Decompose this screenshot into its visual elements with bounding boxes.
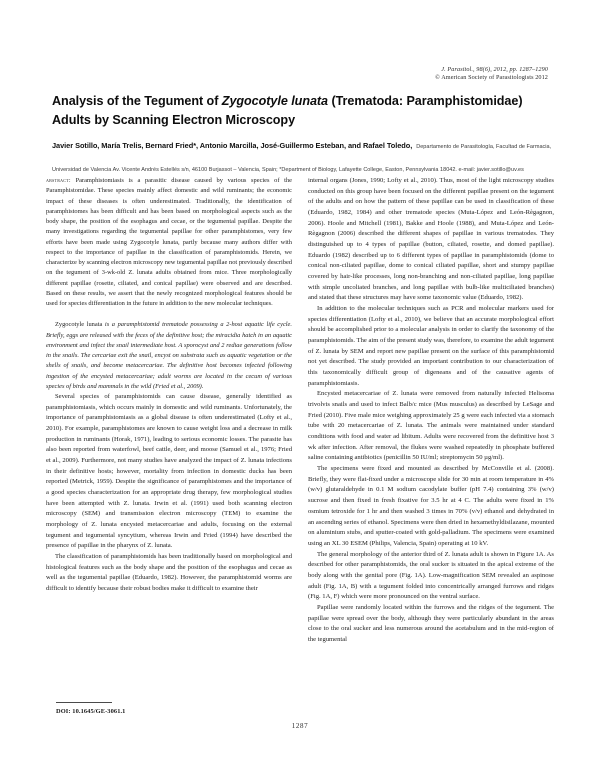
title-species-name: Zygocotyle lunata xyxy=(221,94,329,108)
page-title xyxy=(52,92,552,129)
article-body-columns xyxy=(46,176,554,716)
title-part-2: (Trematoda: Paramphistomidae) Adults by Scanning Electron Microscopy xyxy=(52,94,523,127)
intro-species-name: Zygocotyle lunata xyxy=(55,321,103,329)
authors-block xyxy=(52,133,552,178)
journal-citation: J. Parasitol., 98(6), 2012, pp. 1287–1290 xyxy=(441,66,548,73)
abstract-label: abstract: xyxy=(46,177,71,184)
body-paragraph: The general morphology of the anterior third of Z. lunata adult is shown in Figure 1A. As described for other paramphistomids, the oral sucker is situated in the apical extreme of the body along with the genital pore (Fig. 1A). Low-magnification SEM revealed an aspinose adult (Fig. 1A, B) with a tegument folded into concentrically arranged furrows and ridges (Fig. 1A, F) which were more pronounced on the ventral surface. xyxy=(308,550,554,601)
body-paragraph xyxy=(46,320,292,392)
body-paragraph: In addition to the molecular techniques such as PCR and molecular markers used for species differentiation (Lofty et al., 2010), we believe that an accurate morphological effort should be accomplished prior to a molecular analysis in order to clarify the taxonomy of the paramphistomids. The aim of the present study was, therefore, to examine the adult tegument of Z. lunata by SEM and report new papillae present on the surface of this paramphistomid not yet described. The study provided an important contribution to our characterization of this taxonomically difficult group of digeneans and of the causative agents of paramphistomiasis. xyxy=(308,305,554,387)
right-column xyxy=(308,176,554,716)
abstract-text: Paramphistomiasis is a parasitic disease caused by various species of the Paramphistomidae. These species mainly affect domestic and wild ruminants; the economic impact of these diseases is often underestimated. Traditionally, the identification of paramphistomes has been difficult and has been based on morphological aspects such as the body shape, the position of the esophagus and cecae, or the tegumental papillae. Despite the many investigations regarding the tegumental papillae for other paramphistomes, very few efforts have been made using Zygocotyle lunata, partly because many authors differ with respect to the importance of papillae in the classification of paramphistomids. Herein, we characterize by scanning electron microscopy new tegumental papillae not previously described on the tegument of 3-wk-old Z. lunata adults obtained from mice. Three morphologically different papillae (rosette, ciliated, and conical papillae) were observed and are described. Based on these results, we assert that the newly recognized morphological features should be used for species differentiation in the future in addition to the new molecular techniques. xyxy=(46,177,292,307)
intro-paragraph-text: is a paramphistomid trematode possessing a 2-host aquatic life cycle. Briefly, eggs are released with the feces of the definitive host; the miracidia hatch in an aquatic environment and infect the snail intermediate host. A sporocyst and 2 rediae generations follow in the snails. The cercariae exit the snail, encyst on substrata such as aquatic vegetation or the shells of snails, and become metacercariae. The definitive host becomes infected following ingestion of the encysted metacercariae; adult worms are located in the cecum of various species of birds and mammals in the wild (Fried et al., 2009). xyxy=(46,321,292,390)
body-paragraph: The classification of paramphistomids has been traditionally based on morphological and histological features such as the body shape and the position of the esophagus and cecae as well as the tegumental papillae (Eduardo, 1982). However, the paramphistomid worms are difficult to identify because their robust bodies make it difficult to examine their xyxy=(46,553,292,593)
body-paragraph: Several species of paramphistomids can cause disease, generally identified as paramphistomiasis, which occurs mainly in domestic and wild ruminants. Unfortunately, the importance of paramphistomiasis as a global disease is often underestimated (Lofty et al., 2010). For example, paramphistomes are known to cause weight loss and a decrease in milk production in ruminants (Horak, 1971), leading to serious economic losses. The parasite has also been reported from waterfowl, beef cattle, deer, and moose (Samuel et al., 1976; Fried et al., 2009). Furthermore, not many studies have analyzed the impact of Z. lunata infections in their definitive hosts; however, mortality from infection in domestic ducks has been reported (Metrick, 1959). Despite the significance of paramphistomes and the importance of a good species characterization for an appropriate drug therapy, few morphological studies have been attempted with Z. lunata. Irwin et al. (1991) used both scanning electron microscopy (SEM) and transmission electron microscopy (TEM) to examine the morphology of Z. lunata encysted metacercariae and adults, focusing on the external tegument and tegumental syncytium, whereas Irwin and Fried (1994) have described the presence of papillae in the pharynx of Z. lunata. xyxy=(46,393,292,550)
affiliation-text: Departamento de Parasitología, Facultad de Farmacia, Universidad de Valencia Av. Vicente Andrés Estellés s/n, 46100 Burjassot – Valencia, Spain; *Department of Biology, Lafayette College, Easton, Pennsylvania 18042. e-mail: javier.sotillo@uv.es xyxy=(52,144,552,173)
body-paragraph: Papillae were randomly located within the furrows and the ridges of the tegument. The papillae were spread over the body, although they were particularly abundant in the areas close to the oral sucker and less numerous around the acetabulum and in the mid-region of the tegumental xyxy=(308,603,554,643)
spacer xyxy=(46,309,292,320)
footnote-block xyxy=(56,702,256,715)
page-number: 1287 xyxy=(291,722,309,730)
body-paragraph: internal organs (Jones, 1990; Lofty et al., 2010). Thus, most of the light microscopy studies conducted on this group have been focused on the different papillae present on the tegument of the adults and on how the pattern of these papillae can be used in classification of these (Eduardo, 1982, 1984) and other trematode species (Muta-López and León-Règagnon, 2006). Hoole and Mitchell (1981), Bakke and Hoole (1988), and Muta-López and León-Règagnon (2006) described the different shapes of papillae in various trematodes. They distinguished up to 4 types of papillae (button, ciliated, rosette, and domed papillae). Eduardo (1982) described up to 6 different types of papillae in paramphistomids (dome to conical non-ciliated papillae, dome to conical ciliated papillae, short and stumpy papillae covered by hair-like processes, long non-branching and non-ciliated papillae, long papillae with simple uncoliated branches, and long papillae with bulb-like multiciliated branches) and stated that these structures may have some taxonomic value (Eduardo, 1982). xyxy=(308,177,554,302)
body-paragraph: The specimens were fixed and mounted as described by McConville et al. (2008). Briefly, they were flat-fixed under a microscope slide for 30 min at room temperature in 4% (w/v) glutaraldehyde in 0.1 M sodium cacodylate buffer (pH 7.4) containing 3% (w/v) sucrose and then fixed in fresh fixative for 3.5 hr at 4 C. The adults were fixed in 1% osmium tetroxide for 1 hr and then washed 3 times in 70% (v/v) ethanol and dehydrated in an ascending series of ethanol. Specimens were then dried in hexamethyldisilazane, mounted on aluminium stubs, and sputter-coated with gold-palladium. The specimens were examined using an XL 30 ESEM (Philips, Valencia, Spain) operating at 10 kV. xyxy=(308,465,554,547)
left-column xyxy=(46,176,292,716)
footnote-rule xyxy=(56,702,112,703)
author-list: Javier Sotillo, María Trelis, Bernard Fried*, Antonio Marcilla, José-Guillermo Esteban, and Rafael Toledo, xyxy=(52,141,413,150)
abstract-paragraph xyxy=(46,176,292,309)
title-part-1: Analysis of the Tegument of xyxy=(52,94,222,108)
journal-copyright: © American Society of Parasitologists 2012 xyxy=(435,74,548,82)
body-paragraph: Encysted metacercariae of Z. lunata were removed from naturally infected Helisoma trivolvis snails and used to infect Balb/c mice (Mus musculus) as described by LeSage and Fried (2010). Five male mice weighing approximately 25 g were each infected via a stomach tube with 20 metacercariae of Z. lunata. The animals were maintained under standard conditions with food and water ad libitum. Adults were recovered from the definitive host 3 wk after infection. After removal, the flukes were washed repeatedly in phosphate buffered saline containing antibiotics (penicillin 50 IU/ml; streptomycin 50 µg/ml). xyxy=(308,390,554,462)
journal-header xyxy=(435,66,548,82)
doi-text: DOI: 10.1645/GE-3061.1 xyxy=(56,708,126,715)
